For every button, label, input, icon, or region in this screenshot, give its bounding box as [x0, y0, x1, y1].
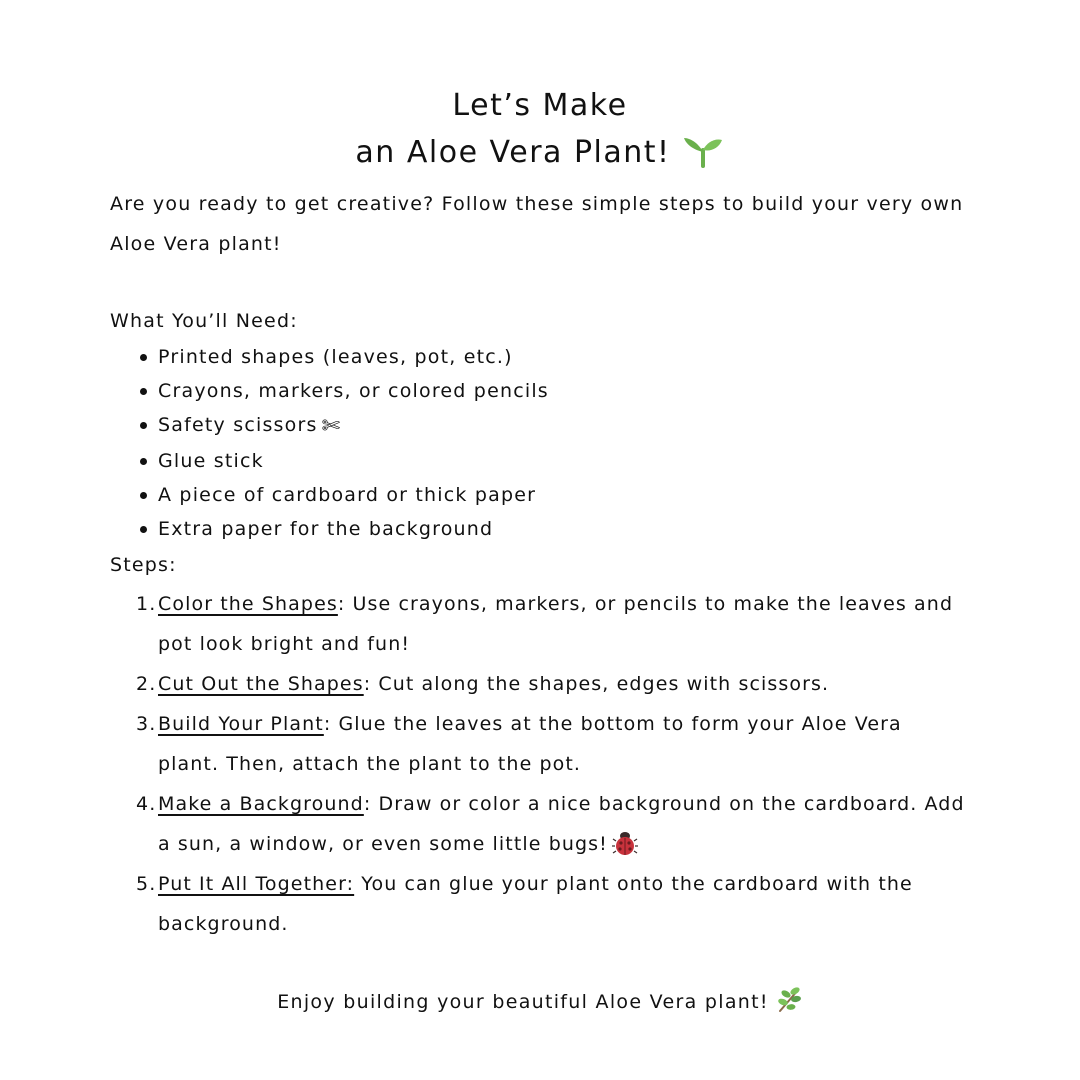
herb-icon — [775, 986, 803, 1014]
step-label: Cut Out the Shapes — [158, 673, 364, 695]
title-line-2: an Aloe Vera Plant! — [355, 135, 671, 171]
sprout-icon — [681, 128, 725, 168]
bullet-icon — [140, 354, 147, 361]
step-text: Draw or color a nice background on the cardboard. Add a sun, a window, or even some little bugs! — [158, 793, 965, 855]
step-item — [110, 864, 970, 944]
step-number: 5. — [136, 873, 157, 895]
step-number: 1. — [136, 593, 157, 615]
step-item: 2. Cut Out the Shapes: Cut along the shapes, edges with scissors. — [110, 664, 970, 704]
step-text: Cut along the shapes, edges with scissors. — [371, 673, 830, 695]
step-label: Build Your Plant — [158, 713, 324, 735]
materials-heading: What You’ll Need: — [110, 310, 298, 332]
steps-list — [110, 584, 970, 944]
intro-paragraph: Are you ready to get creative? Follow these simple steps to build your very own Aloe Vera plant! — [110, 193, 964, 255]
title-line-2-wrap — [0, 128, 1080, 175]
materials-item: Glue stick — [110, 444, 549, 478]
step-text: Glue the leaves at the bottom to form your Aloe Vera plant. Then, attach the plant to the pot. — [158, 713, 902, 775]
materials-item: Safety scissors ✄ — [110, 408, 549, 444]
step-text: Use crayons, markers, or pencils to make the leaves and pot look bright and fun! — [158, 593, 954, 655]
step-label: Put It All Together: — [158, 873, 355, 895]
materials-item: A piece of cardboard or thick paper — [110, 478, 549, 512]
step-number: 3. — [136, 713, 157, 735]
steps-heading: Steps: — [110, 554, 177, 576]
scissors-icon: ✄ — [321, 414, 342, 439]
bullet-icon — [140, 422, 147, 429]
bullet-icon — [140, 388, 147, 395]
materials-item: Extra paper for the background — [110, 512, 549, 546]
materials-item: Crayons, markers, or colored pencils — [110, 374, 549, 408]
ladybug-icon — [612, 830, 638, 856]
bullet-icon — [140, 492, 147, 499]
materials-list — [110, 340, 549, 546]
step-item: 3. Build Your Plant: Glue the leaves at the bottom to form your Aloe Vera plant. Then, attach the plant to the pot. — [110, 704, 970, 784]
step-label: Make a Background — [158, 793, 364, 815]
step-item: 4. Make a Background: Draw or color a nice background on the cardboard. Add a sun, a window, or even some little bugs! — [110, 784, 970, 864]
title-line-1: Let’s Make — [452, 88, 628, 124]
bullet-icon — [140, 458, 147, 465]
materials-item: Printed shapes (leaves, pot, etc.) — [110, 340, 549, 374]
step-label: Color the Shapes — [158, 593, 338, 615]
closing-message: Enjoy building your beautiful Aloe Vera plant! — [0, 984, 1080, 1020]
step-item: 1. Color the Shapes: Use crayons, markers, or pencils to make the leaves and pot look bright and fun! — [110, 584, 970, 664]
step-number: 4. — [136, 793, 157, 815]
step-text: You can glue your plant onto the cardboard with the background. — [158, 873, 913, 935]
step-number: 2. — [136, 673, 157, 695]
bullet-icon — [140, 526, 147, 533]
page-title — [0, 84, 1080, 175]
